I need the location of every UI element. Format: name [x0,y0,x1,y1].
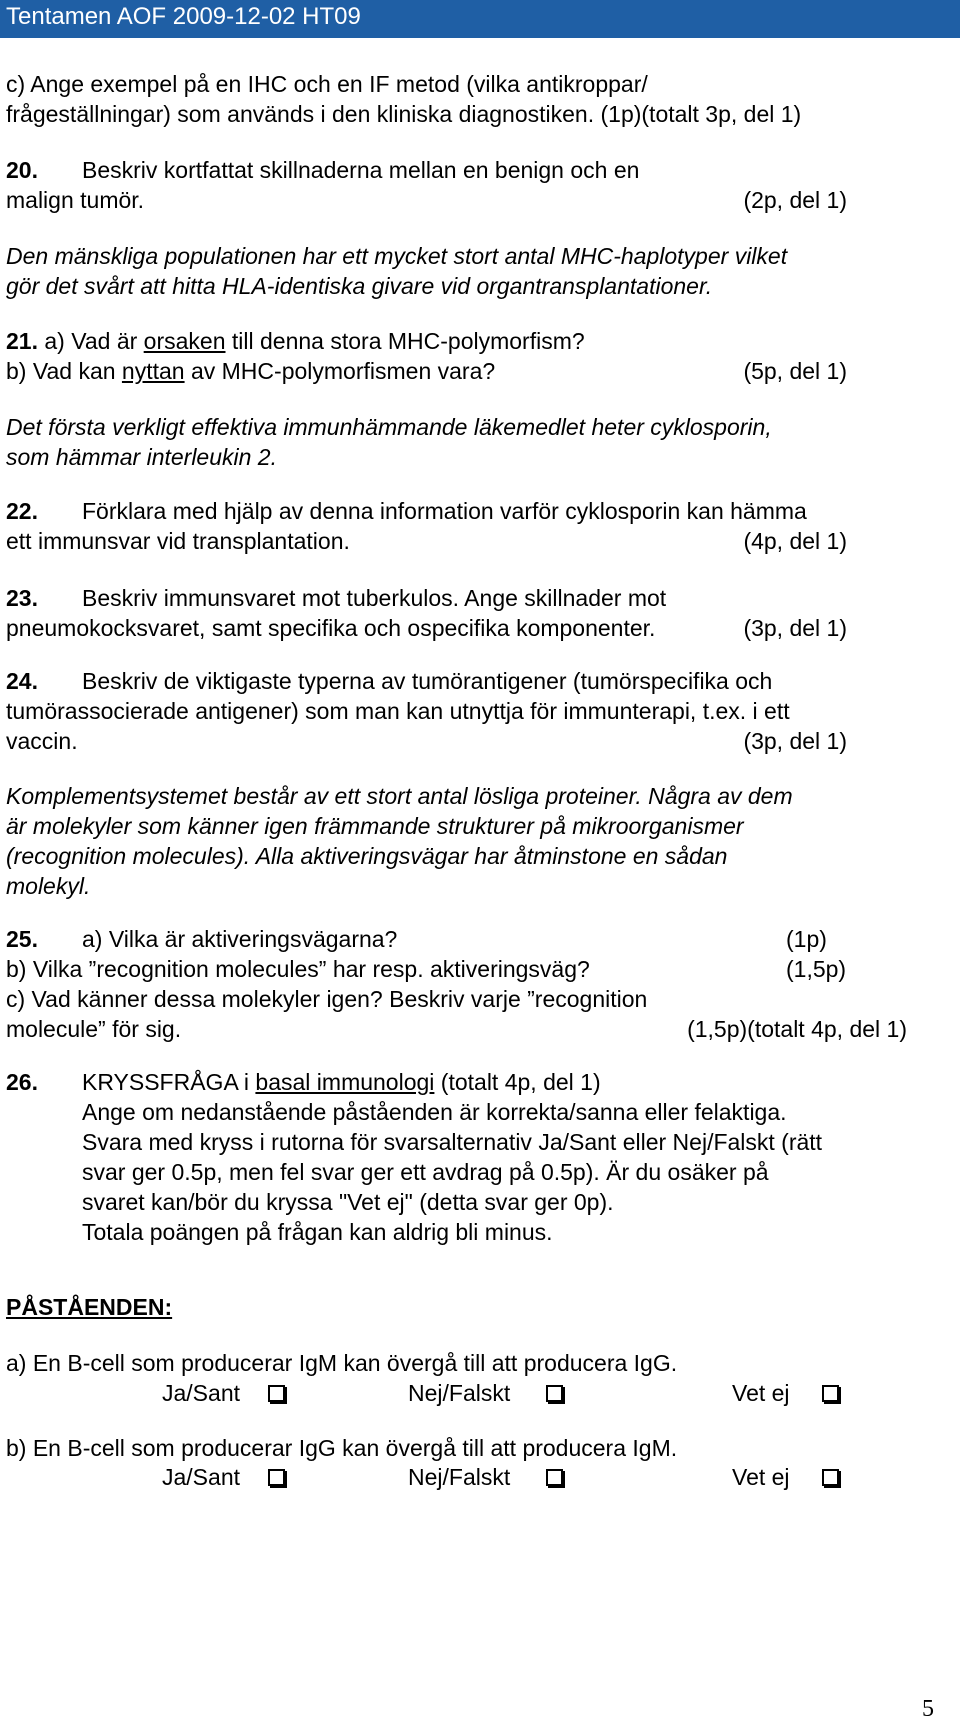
q24-line3: vaccin. [6,728,78,754]
q26-line2: Ange om nedanstående påståenden är korrekta/sanna eller felaktiga. [82,1099,787,1125]
intro21-line1: Den mänskliga populationen har ett mycket stort antal MHC-haplotyper vilket [6,243,788,269]
statement-b-no-label: Nej/Falskt [408,1464,511,1490]
q25-a: a) Vilka är aktiveringsvägarna? [82,926,398,952]
q20-line2: malign tumör. [6,187,145,213]
q21-b-pre: b) Vad kan [6,358,122,384]
q23-number: 23. [6,585,38,611]
q20c-line2: frågeställningar) som används i den kliniska diagnostiken. (1p)(totalt 3p, del 1) [6,101,802,127]
q21-points: (5p, del 1) [743,358,847,384]
q25-a-points: (1p) [786,926,827,952]
statement-b: b) En B-cell som producerar IgG kan övergå till att producera IgM. [6,1435,678,1461]
intro25-line3: (recognition molecules). Alla aktiveringsvägar har åtminstone en sådan [6,843,728,869]
q23-line1: Beskriv immunsvaret mot tuberkulos. Ange skillnader mot [82,585,667,611]
statement-b-yes-checkbox[interactable] [268,1469,285,1486]
q25-b-points: (1,5p) [786,956,847,982]
statement-a-dk-checkbox[interactable] [822,1385,839,1402]
q25-number: 25. [6,926,38,952]
q26-line3: Svara med kryss i rutorna för svarsalternativ Ja/Sant eller Nej/Falskt (rätt [82,1129,823,1155]
statement-a-no-label: Nej/Falskt [408,1380,511,1406]
q21-a-pre: a) Vad är [44,328,144,354]
page-number: 5 [922,1696,934,1722]
q26-line6: Totala poängen på frågan kan aldrig bli minus. [82,1219,553,1245]
statement-b-dk-checkbox[interactable] [822,1469,839,1486]
q24-points: (3p, del 1) [743,728,847,754]
q22-line1: Förklara med hjälp av denna information varför cyklosporin kan hämma [82,498,807,524]
q26-number: 26. [6,1069,38,1095]
q25-c1: c) Vad känner dessa molekyler igen? Beskriv varje ”recognition [6,986,648,1012]
statement-a-dk-label: Vet ej [732,1380,790,1406]
q26-line4: svar ger 0.5p, men fel svar ger ett avdrag på 0.5p). Är du osäker på [82,1159,769,1185]
q25-c-points: (1,5p)(totalt 4p, del 1) [687,1016,907,1042]
q24-line1: Beskriv de viktigaste typerna av tumörantigener (tumörspecifika och [82,668,773,694]
statement-b-yes-label: Ja/Sant [162,1464,240,1490]
q26-title-pre: KRYSSFRÅGA i [82,1069,256,1095]
q25-c2: molecule” för sig. [6,1016,182,1042]
q26-title-post: (totalt 4p, del 1) [434,1069,601,1095]
q25-b: b) Vilka ”recognition molecules” har resp. aktiveringsväg? [6,956,590,982]
statement-a-no-checkbox[interactable] [546,1385,563,1402]
intro25-line2: är molekyler som känner igen främmande strukturer på mikroorganismer [6,813,744,839]
q21-a-post: till denna stora MHC-polymorfism? [225,328,585,354]
statement-b-dk-label: Vet ej [732,1464,790,1490]
q20-number: 20. [6,157,38,183]
q21-line-b [6,360,495,383]
q20-line1: Beskriv kortfattat skillnaderna mellan en benign och en [82,157,640,183]
q22-points: (4p, del 1) [743,528,847,554]
q21-b-underlined: nyttan [121,358,185,384]
intro25-line1: Komplementsystemet består av ett stort antal lösliga proteiner. Några av dem [6,783,793,809]
q26-title [82,1071,601,1094]
q23-points: (3p, del 1) [743,615,847,641]
statements-heading: PÅSTÅENDEN: [6,1294,173,1320]
intro22-line1: Det första verkligt effektiva immunhämmande läkemedlet heter cyklosporin, [6,414,772,440]
q24-number: 24. [6,668,38,694]
statement-b-no-checkbox[interactable] [546,1469,563,1486]
q23-line2: pneumokocksvaret, samt specifika och ospecifika komponenter. [6,615,656,641]
q21-b-post: av MHC-polymorfismen vara? [184,358,496,384]
page-header [0,0,960,38]
q21-line-a [6,330,585,353]
intro21-line2: gör det svårt att hitta HLA-identiska givare vid organtransplantationer. [6,273,713,299]
intro25-line4: molekyl. [6,873,91,899]
statement-a-yes-checkbox[interactable] [268,1385,285,1402]
q26-line5: svaret kan/bör du kryssa "Vet ej" (detta svar ger 0p). [82,1189,614,1215]
q22-number: 22. [6,498,38,524]
q21-a-underlined: orsaken [143,328,226,354]
q22-line2: ett immunsvar vid transplantation. [6,528,350,554]
q20c-line1: c) Ange exempel på en IHC och en IF metod (vilka antikroppar/ [6,71,648,97]
statement-a: a) En B-cell som producerar IgM kan övergå till att producera IgG. [6,1350,678,1376]
intro22-line2: som hämmar interleukin 2. [6,444,277,470]
q21-number: 21. [6,328,38,354]
q26-title-underlined: basal immunologi [255,1069,435,1095]
q24-line2: tumörassocierade antigener) som man kan utnyttja för immunterapi, t.ex. i ett [6,698,790,724]
q20-points: (2p, del 1) [743,187,847,213]
statement-a-yes-label: Ja/Sant [162,1380,240,1406]
header-title: Tentamen AOF 2009-12-02 HT09 [6,3,361,30]
